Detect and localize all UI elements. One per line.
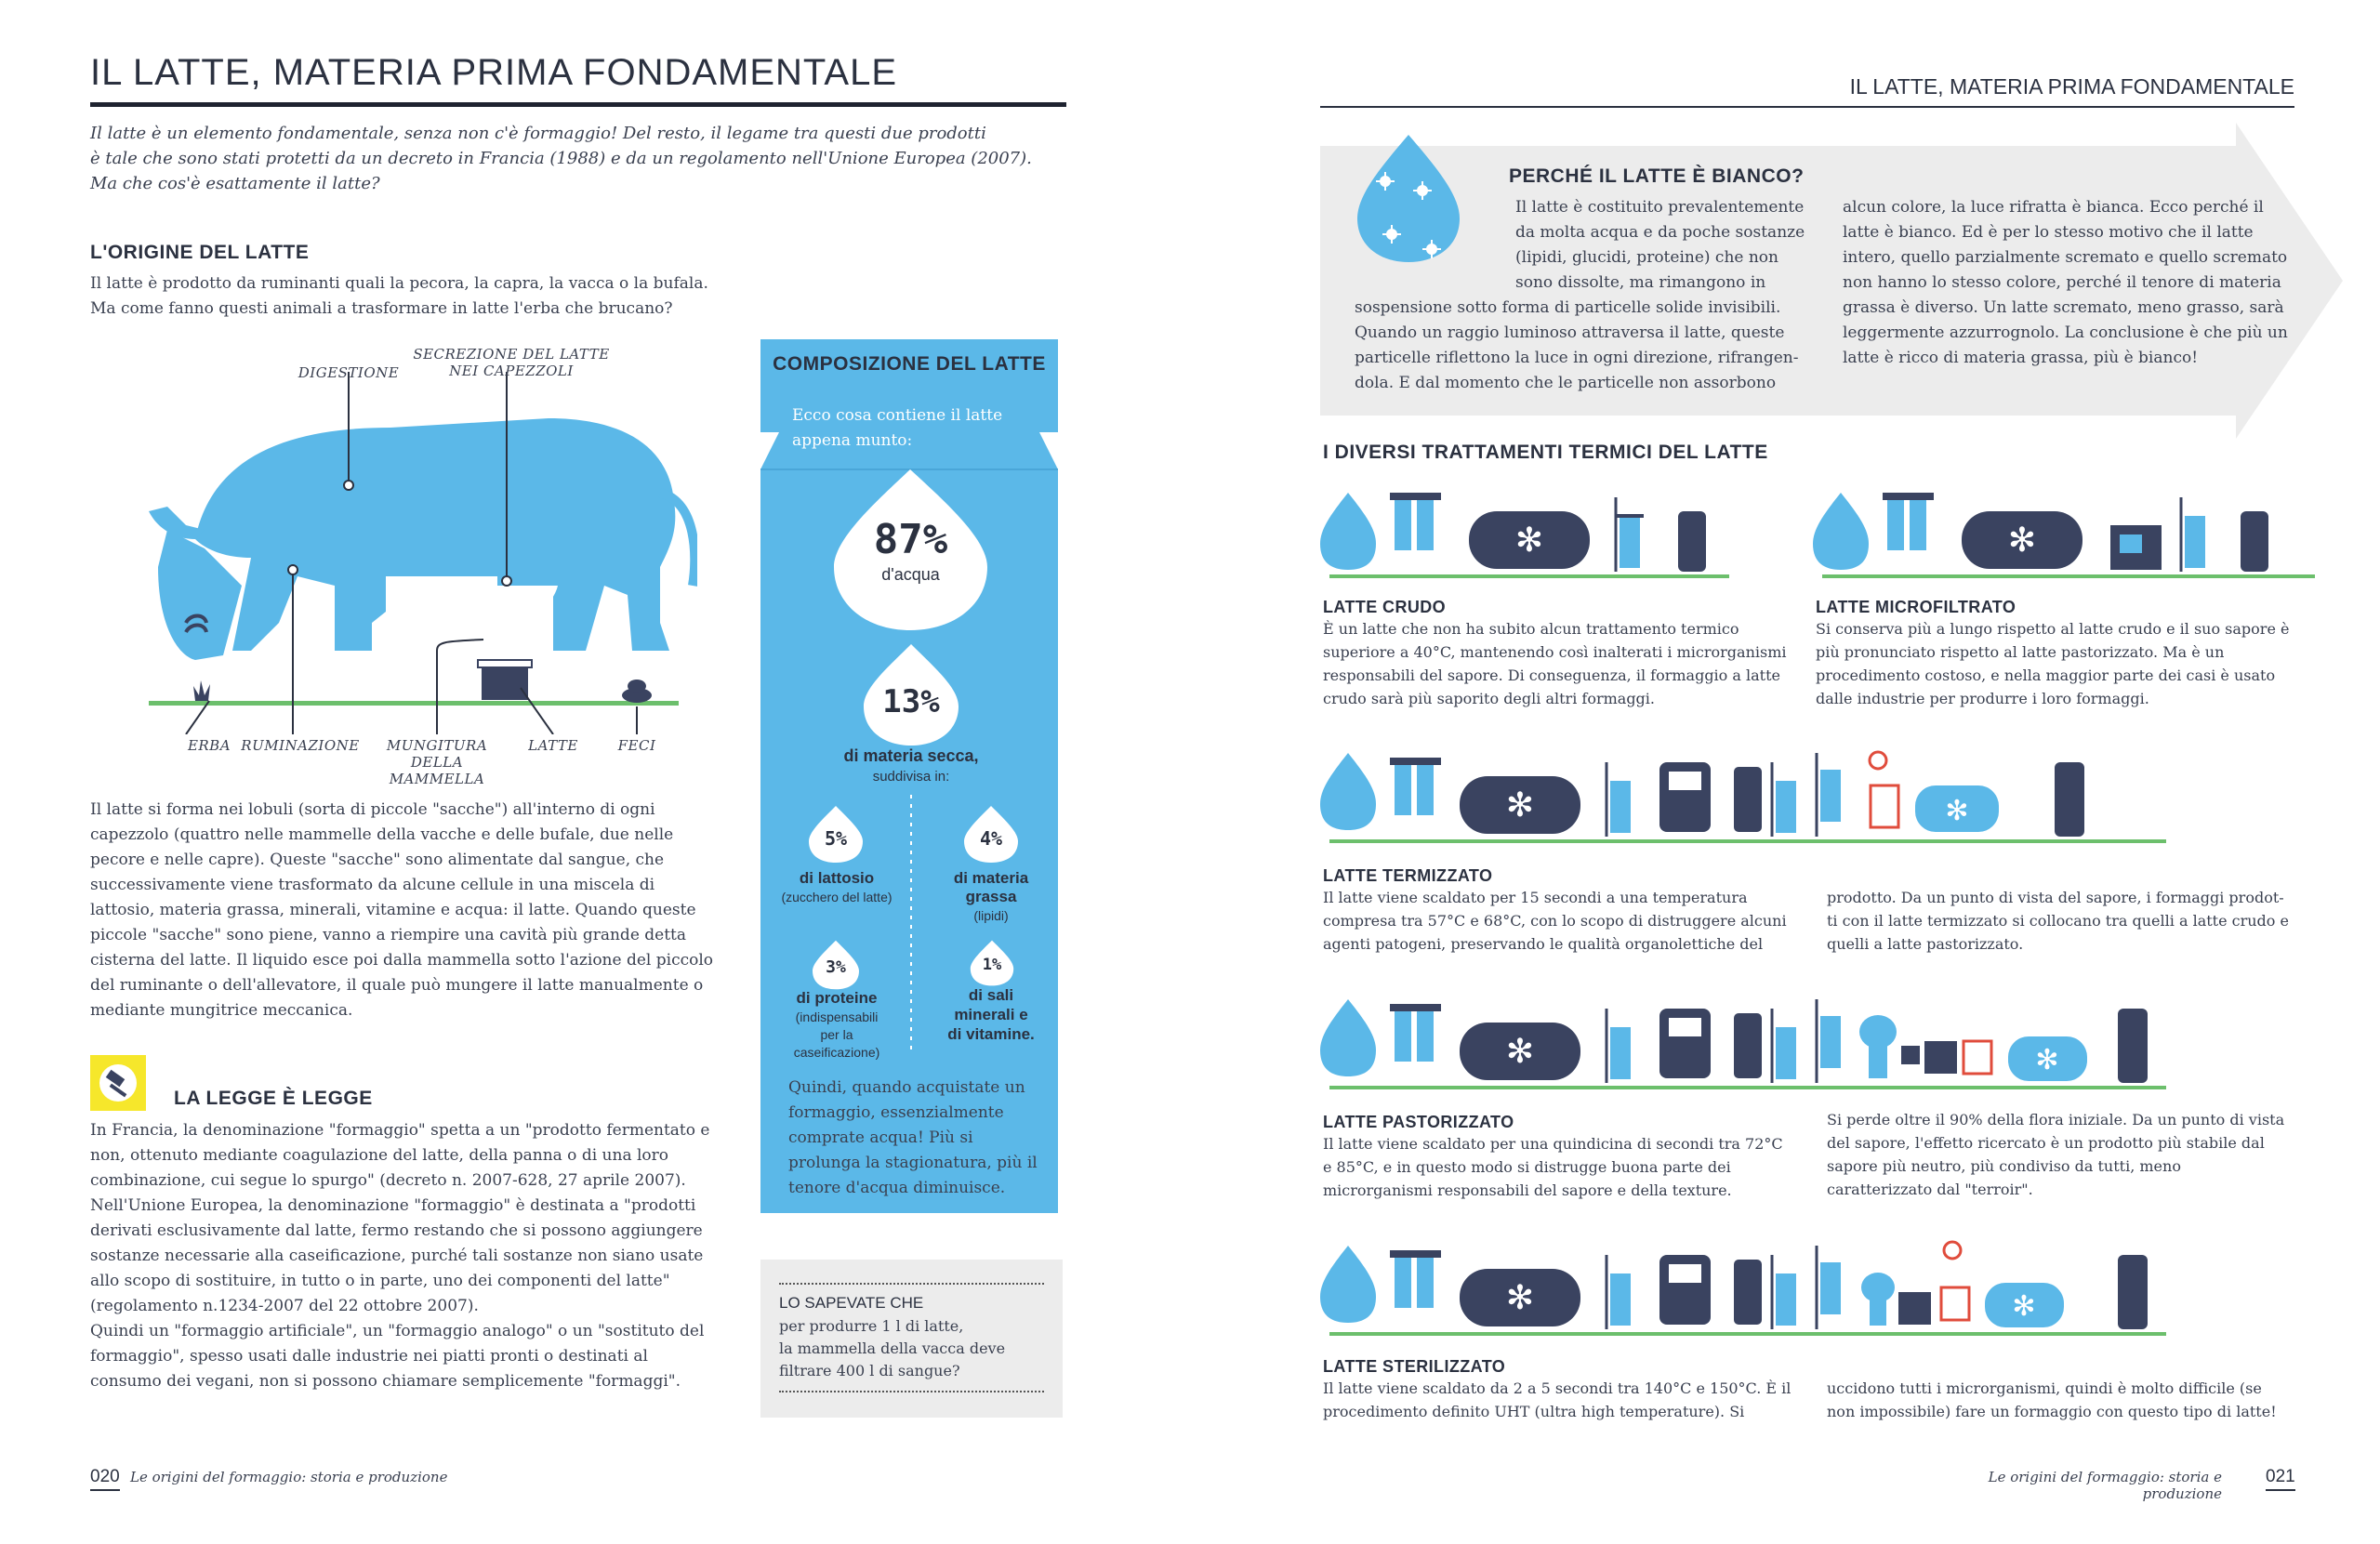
cow-illustration [139,344,697,734]
label-feci: FECI [617,737,656,754]
termi-title: LATTE TERMIZZATO [1323,866,1493,885]
lbl-grassa: di materia grassa [953,869,1029,905]
sterilizzato-process-diagram [1320,1236,2250,1348]
svg-text:✻: ✻ [1505,1033,1535,1071]
lbl-acqua: d'acqua [881,565,940,584]
bucket [482,665,528,700]
past-title: LATTE PASTORIZZATO [1323,1113,1514,1131]
lbl-suddivisa: suddivisa in: [872,769,950,785]
ground-line [149,701,679,706]
termi-text1: Il latte viene scaldato per 15 secondi a una temperatura compresa tra 57°C e 68°C, con lo scopo di distruggere alcuni agenti patogeni, preservando le qualità organolettiche del [1323,889,1787,953]
past-text2: Si perde oltre il 90% della flora iniziale. Da un punto di vista del sapore, l'effetto ricercato è un prodotto più stabile dal sapore più neutro, più condiviso da tutti, meno caratterizzato dal "terroir". [1827,1111,2285,1198]
lbl-secca: di materia secca, [843,746,979,765]
comp-title: COMPOSIZIONE DEL LATTE [773,353,1046,375]
footer-txt-left: Le origini del formaggio: storia e produzione [130,1469,448,1485]
origin-title: L'ORIGINE DEL LATTE [90,242,310,263]
pct-1: 1% [982,956,1002,974]
pct-5: 5% [824,827,848,850]
intro-text: Il latte è un elemento fondamentale, senza non c'è formaggio! Del resto, il legame tra questi due prodotti è tale che sono stati protetti da un decreto in Francia (1988) e da un regolamento nell'Unione Europea (2007). Ma che cos'è esattamente il latte? [90,124,1032,193]
pct-13: 13% [882,683,940,720]
termi-text2: prodotto. Da un punto di vista del sapore, i formaggi prodot- ti con il latte termizzato si collocano tra quelli a latte crudo e quelli a latte pastorizzato. [1827,889,2289,953]
legge-title: LA LEGGE È LEGGE [174,1088,373,1109]
lobuli-text: Il latte si forma nei lobuli (sorta di piccole "sacche") all'interno di ogni capezzolo (quattro nelle mammelle della vacche e delle bufale, due nelle pecore e nelle capre). Queste "sacche" sono alimentate dal sangue, che successivamente viene trasformato da alcune cellule in una miscela di lattosio, materia grassa, minerali, vitamine e acqua: il latte. Quando queste piccole "sacche" sono piene, vanno a riempire una cavità più grande detta cisterna del latte. Il liquido esce poi dalla mammella sotto l'azione del piccolo del ruminante o dell'allevatore, il quale può mungere il latte manualmente o mediante mungitrice meccanica. [90,800,714,1020]
pct-4: 4% [979,827,1003,850]
milk-drop-icon [1353,130,1464,265]
micro-title: LATTE MICROFILTRATO [1816,598,2016,616]
footer-num-left: 020 [90,1467,120,1491]
right-header-rule [1320,106,2294,108]
label-digestione: DIGESTIONE [298,364,400,381]
sapevate-title: LO SAPEVATE CHE [779,1294,924,1312]
comp-outro: Quindi, quando acquistate un formaggio, essenzialmente comprate acqua! Più si prolunga la stagionatura, più il tenore d'acqua diminuisce. [788,1078,1038,1197]
pct-87: 87% [873,516,948,563]
sapevate-rule-bottom [779,1391,1044,1392]
bianco-col2: alcun colore, la luce rifratta è bianca. Ecco perché il latte è bianco. Ed è per lo stesso motivo che il latte intero, quello parzialmente scremato e quello scremato non hanno lo stesso colore, perché il tenore di materia grassa è diverso. Un latte scremato, meno grasso, sarà leggermente azzurrognolo. La conclusione è che più un latte è ricco di materia grassa, più è bianco! [1843,198,2288,367]
crudo-process-diagram [1320,488,1776,590]
tratt-title: I DIVERSI TRATTAMENTI TERMICI DEL LATTE [1323,442,1768,463]
label-erba: ERBA [187,737,231,754]
termizzato-process-diagram [1320,744,2250,855]
svg-text:✻: ✻ [2007,521,2037,560]
sub-grassa: (lipidi) [973,908,1009,923]
sub-proteine: (indispensabili per la caseificazione) [793,1010,880,1060]
pastorizzato-process-diagram [1320,990,2250,1102]
bianco-col1-a: Il latte è costituito prevalentemente da molta acqua e da poche sostanze (lipidi, glucidi, proteine) che non sono dissolte, ma rimangono in [1515,198,1805,292]
crudo-title: LATTE CRUDO [1323,598,1447,616]
svg-text:✻: ✻ [2035,1044,2059,1076]
right-header: IL LATTE, MATERIA PRIMA FONDAMENTALE [1849,74,2294,99]
ster-title: LATTE STERILIZZATO [1323,1357,1506,1376]
legge-text: In Francia, la denominazione "formaggio" spetta a un "prodotto fermentato e non, ottenuto mediante coagulazione del latte, della panna o di una loro combinazione, cui segue lo spurgo" (decreto n. 2007-628, 27 aprile 2007). Nell'Unione Europea, la denominazione "formaggio" è destinata a "prodotti derivati esclusivamente dal latte, fermo restando che si possono aggiungere sostanze necessarie alla caseificazione, purché tali sostanze non siano usate allo scopo di sostituire, in tutto o in parte, uno dei componenti del latte" (regolamento n.1234-2007 del 22 ottobre 2007). Quindi un "formaggio artificiale", un "formaggio analogo" o un "sostituto del formaggio", spesso usati dalle industrie nei piatti pronti o destinati al consumo dei vegani, non si possono chiamare semplicemente "formaggi". [90,1121,710,1391]
micro-text: Si conserva più a lungo rispetto al latte crudo e il suo sapore è più pronunciato rispetto al latte pastorizzato. Ma è un procedimento costoso, e nella maggior parte dei casi è usato dalle industrie per produrre i loro formaggi. [1816,620,2290,707]
pct-3: 3% [826,957,846,977]
svg-text:✻: ✻ [1505,1279,1535,1317]
lbl-proteine: di proteine [796,989,878,1007]
lbl-lattosio: di lattosio [799,869,875,887]
grass [193,680,210,701]
label-ruminazione: RUMINAZIONE [241,737,360,754]
svg-text:✻: ✻ [1505,786,1535,825]
sapevate-text: per produrre 1 l di latte, la mammella della vacca deve filtrare 400 l di sangue? [779,1317,1006,1379]
comp-intro: Ecco cosa contiene il latte appena munto: [792,406,1003,450]
bucket-milk [478,660,532,667]
label-mungitura: MUNGITURA DELLA MAMMELLA [386,737,488,787]
crudo-text: È un latte che non ha subito alcun trattamento termico superiore a 40°C, mantenendo così inalterati i microrganismi responsabili del sapore. Di conseguenza, il formaggio a latte crudo sarà più saporito degli altri formaggi. [1323,620,1787,707]
label-latte: LATTE [528,737,578,754]
sub-lattosio: (zucchero del latte) [781,890,892,904]
svg-text:✻: ✻ [1945,795,1969,827]
lbl-sali: di sali minerali e di vitamine. [947,986,1035,1043]
bianco-title: PERCHÉ IL LATTE È BIANCO? [1509,165,1805,187]
sapevate-rule-top [779,1283,1044,1285]
label-secrezione: SECREZIONE DEL LATTE NEI CAPEZZOLI [413,346,610,379]
footer-txt-right: Le origini del formaggio: storia e produzione [1988,1469,2222,1502]
page-title: IL LATTE, MATERIA PRIMA FONDAMENTALE [90,52,897,93]
ster-text2: uccidono tutti i microrganismi, quindi è molto difficile (se non impossibile) fare un formaggio con questo tipo di latte! [1827,1379,2277,1420]
past-text1: Il latte viene scaldato per una quindicina di secondi tra 72°C e 85°C, e in questo modo si distrugge buona parte dei microrganismi responsabili del sapore e della texture. [1323,1135,1783,1199]
cow-head [149,507,205,539]
microfiltrato-process-diagram [1813,488,2324,590]
footer-num-right: 021 [2266,1467,2295,1491]
ster-text1: Il latte viene scaldato da 2 a 5 secondi tra 140°C e 150°C. È il procedimento definito UHT (ultra high temperature). Si [1323,1379,1792,1420]
svg-text:✻: ✻ [2012,1290,2036,1323]
gavel-icon [90,1055,146,1111]
origin-text: Il latte è prodotto da ruminanti quali la pecora, la capra, la vacca o la bufala. Ma come fanno questi animali a trasformare in latte l'erba che brucano? [90,274,708,318]
svg-text:✻: ✻ [1514,521,1544,560]
title-rule [90,102,1066,107]
bianco-col1-b: sospensione sotto forma di particelle solide invisibili. Quando un raggio luminoso attraversa il latte, queste particelle riflettono la luce in ogni direzione, rifrangen- dola. E dal momento che le particelle non assorbono [1355,298,1799,392]
